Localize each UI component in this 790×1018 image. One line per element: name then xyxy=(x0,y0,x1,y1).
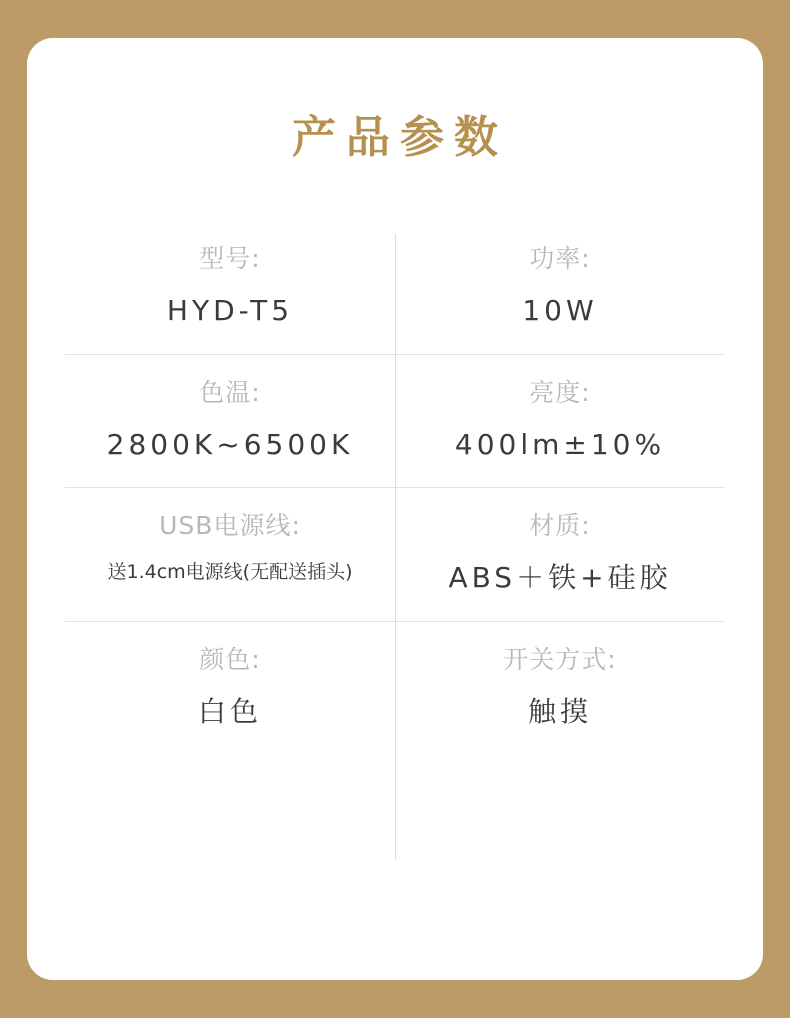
spec-cell-power xyxy=(395,220,725,354)
spec-cell-color-temperature xyxy=(65,354,395,488)
spec-cell-brightness xyxy=(395,354,725,488)
spec-value: 白色 xyxy=(197,694,262,728)
spec-cell-model xyxy=(65,220,395,354)
table-row xyxy=(65,621,725,755)
spec-label: 颜色: xyxy=(199,644,261,674)
spec-value: HYD-T5 xyxy=(166,294,294,327)
table-row xyxy=(65,487,725,621)
spec-label: 色温: xyxy=(199,377,261,407)
table-row xyxy=(65,220,725,354)
spec-value: 触摸 xyxy=(527,694,592,728)
table-row xyxy=(65,354,725,488)
spec-value: 400lm±10% xyxy=(454,427,666,461)
spec-label: 材质: xyxy=(529,511,591,541)
spec-label: 亮度: xyxy=(529,377,591,407)
page-title: 产品参数 xyxy=(292,112,508,163)
spec-cell-switch-type xyxy=(395,621,725,755)
spec-value: ABS＋铁+硅胶 xyxy=(448,561,672,595)
spec-cell-color xyxy=(65,621,395,755)
spec-label: 功率: xyxy=(529,244,591,273)
spec-cell-material xyxy=(395,487,725,621)
spec-label: 型号: xyxy=(199,244,261,273)
spec-value: 2800K~6500K xyxy=(106,427,354,461)
spec-value: 送1.4cm电源线(无配送插头) xyxy=(107,561,353,584)
spec-label: 开关方式: xyxy=(503,644,617,674)
spec-table xyxy=(65,220,725,754)
spec-cell-usb-cable xyxy=(65,487,395,621)
spec-label: USB电源线: xyxy=(159,511,301,541)
spec-card xyxy=(27,38,763,980)
spec-value: 10W xyxy=(522,294,598,327)
